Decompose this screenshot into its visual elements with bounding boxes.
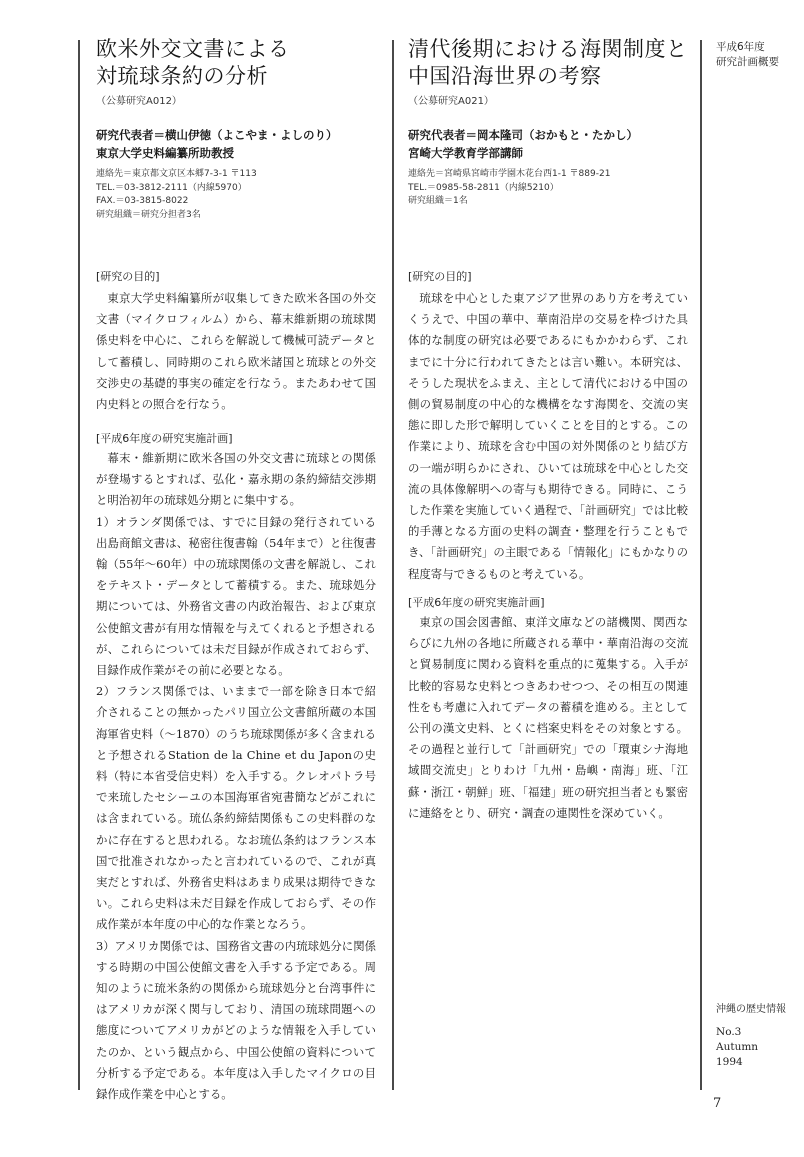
left-plan-paragraph-america: 3）アメリカ関係では、国務省文書の内琉球処分に関係する時期の中国公使館文書を入手する予定である。周知のように琉米条約の関係から琉球処分と台湾事件にはアメリカが深く関与しており、清国の琉球問題への態度についてアメリカがどのような情報を入手していたのか、という観点から、中国公使館の資料について分析する予定である。本年度は入手したマイクロの目録作成作業を中心とする。	[96, 938, 376, 1102]
left-purpose-text	[96, 288, 376, 415]
right-purpose-text	[408, 288, 688, 585]
right-affiliation: 宮崎大学教育学部講師	[408, 146, 523, 160]
right-representative-name: 研究代表者＝岡本隆司（おかもと・たかし）	[408, 128, 638, 142]
sidebar-magazine-title: 沖縄の歴史情報	[716, 1004, 786, 1015]
left-plan-heading: [平成6年度の研究実施計画]	[96, 432, 233, 445]
left-affiliation: 東京大学史料編纂所助教授	[96, 146, 234, 160]
right-purpose-heading: [研究の目的]	[408, 270, 472, 283]
sidebar-summary: 研究計画概要	[716, 56, 779, 68]
right-title-line2: 中国沿海世界の考察	[408, 64, 602, 88]
center-column-rule	[392, 40, 394, 1090]
sidebar-issue-info	[716, 1025, 758, 1070]
right-article-title	[408, 36, 688, 90]
left-purpose-heading: [研究の目的]	[96, 270, 160, 283]
left-article-title	[96, 36, 290, 90]
left-research-code: （公募研究A012）	[96, 96, 182, 107]
left-column-rule	[78, 40, 80, 1090]
left-plan-paragraph-intro: 幕末・維新期に欧米各国の外交文書に琉球との関係が登場するとすれば、弘化・嘉永期の条約締結交渉期と明治初年の琉球処分期とに集中する。	[96, 451, 376, 508]
left-contact-address: 連絡先＝東京都文京区本郷7-3-1 〒113	[96, 169, 257, 179]
left-contact-info	[96, 168, 257, 222]
right-plan-heading: [平成6年度の研究実施計画]	[408, 596, 545, 609]
right-plan-paragraph: 東京の国会図書館、東洋文庫などの諸機関、関西ならびに九州の各地に所蔵される華中・華南沿海の交流と貿易制度に関わる資料を重点的に蒐集する。入手が比較的容易な史料とつきあわせつつ、その相互の関連性をも考慮に入れてデータの蓄積を進める。主として公刊の漢文史料、とくに档案史料をその対象とする。その過程と並行して「計画研究」での「環東シナ海地域間交流史」とりわけ「九州・島嶼・南海」班、「江蘇・浙江・朝鮮」班、「福建」班の研究担当者とも緊密に連絡をとり、研究・調査の連関性を深めていく。	[408, 615, 688, 820]
left-representative-name: 研究代表者＝横山伊徳（よこやま・よしのり）	[96, 128, 338, 142]
left-contact-org: 研究組織＝研究分担者3名	[96, 209, 201, 220]
right-contact-info	[408, 168, 610, 209]
sidebar-year-published: 1994	[716, 1056, 743, 1068]
left-contact-fax: FAX.＝03-3815-8022	[96, 196, 189, 206]
left-plan-text	[96, 448, 376, 1105]
left-plan-paragraph-france: 2）フランス関係では、いままで一部を除き日本で紹介されることの無かったパリ国立公文書館所蔵の本国海軍省史料（〜1870）のうち琉球関係が多く含まれると予想されるStation de la Chine et du Japonの史料（特に本省受信史料）を入手する。クレオパトラ号で来琉したセシーユの本国海軍省宛書簡などがこれには含まれている。琉仏条約締結関係もこの史料群のなかに存在すると思われる。なお琉仏条約はフランス本国で批准されなかったと言われているので、これが真実だとすれば、外務省史料はあまり成果は期待できない。これら史料は未だ目録を作成しておらず、その作成作業が本年度の中心的な作業となろう。	[96, 684, 376, 932]
left-title-line1: 欧米外交文書による	[96, 37, 290, 61]
sidebar-issue-no: No.3	[716, 1026, 742, 1038]
left-purpose-paragraph: 東京大学史料編纂所が収集してきた欧米各国の外交文書（マイクロフィルム）から、幕末維新期の琉球関係史料を中心に、これらを解説して機械可読データとして蓄積し、同時期のこれら欧米諸国と琉球との外交交渉史の基礎的事実の確定を行なう。またあわせて国内史料との照合を行なう。	[96, 291, 376, 412]
sidebar-rule	[700, 40, 702, 1090]
left-contact-tel: TEL.＝03-3812-2111（内線5970）	[96, 182, 247, 193]
right-research-code: （公募研究A021）	[408, 96, 494, 107]
left-representative	[96, 126, 338, 162]
right-contact-address: 連絡先＝宮崎県宮崎市学園木花台西1-1 〒889-21	[408, 169, 611, 179]
right-contact-org: 研究組織＝1名	[408, 196, 468, 206]
left-plan-paragraph-netherlands: 1）オランダ関係では、すでに目録の発行されている出島商館文書は、秘密往復書翰（54年まで）と往復書翰（55年〜60年）中の琉球関係の文書を解説し、これをテキスト・データとして蓄積する。また、琉球処分期については、外務省文書の内政治報告、および東京公使館文書が有用な情報を与えてくれると予想されるが、これらについては未だ目録が作成されておらず、目録作成作業がその前に必要となる。	[96, 514, 376, 678]
sidebar-year: 平成6年度	[716, 41, 765, 53]
sidebar-header	[716, 40, 779, 70]
right-contact-tel: TEL.＝0985-58-2811（内線5210）	[408, 182, 559, 193]
page-number: 7	[713, 1096, 722, 1111]
right-purpose-paragraph: 琉球を中心とした東アジア世界のあり方を考えていくうえで、中国の華中、華南沿岸の交易を枠づけた具体的な制度の研究は必要であるにもかかわらず、これまでに十分に行われてきたとは言い難い。本研究は、そうした現状をふまえ、主として清代における中国の側の貿易制度の中心的な機構をなす海関を、交流の実態に即した形で解明していくことを目的とする。この作業により、琉球を含む中国の対外関係のとり結び方の一端が明らかにされ、ひいては琉球を中心とした交流の具体像解明への寄与も期待できる。同時に、こうした作業を実施していく過程で、「計画研究」では比較的手薄となる方面の史料の調査・整理を行うこともでき、「計画研究」の主眼である「情報化」にもかなりの程度寄与できるものと考えている。	[408, 291, 688, 581]
right-representative	[408, 126, 638, 162]
right-plan-text	[408, 612, 688, 824]
sidebar-season: Autumn	[716, 1041, 759, 1053]
left-title-line2: 対琉球条約の分析	[96, 64, 268, 88]
right-title-line1: 清代後期における海関制度と	[408, 37, 688, 61]
